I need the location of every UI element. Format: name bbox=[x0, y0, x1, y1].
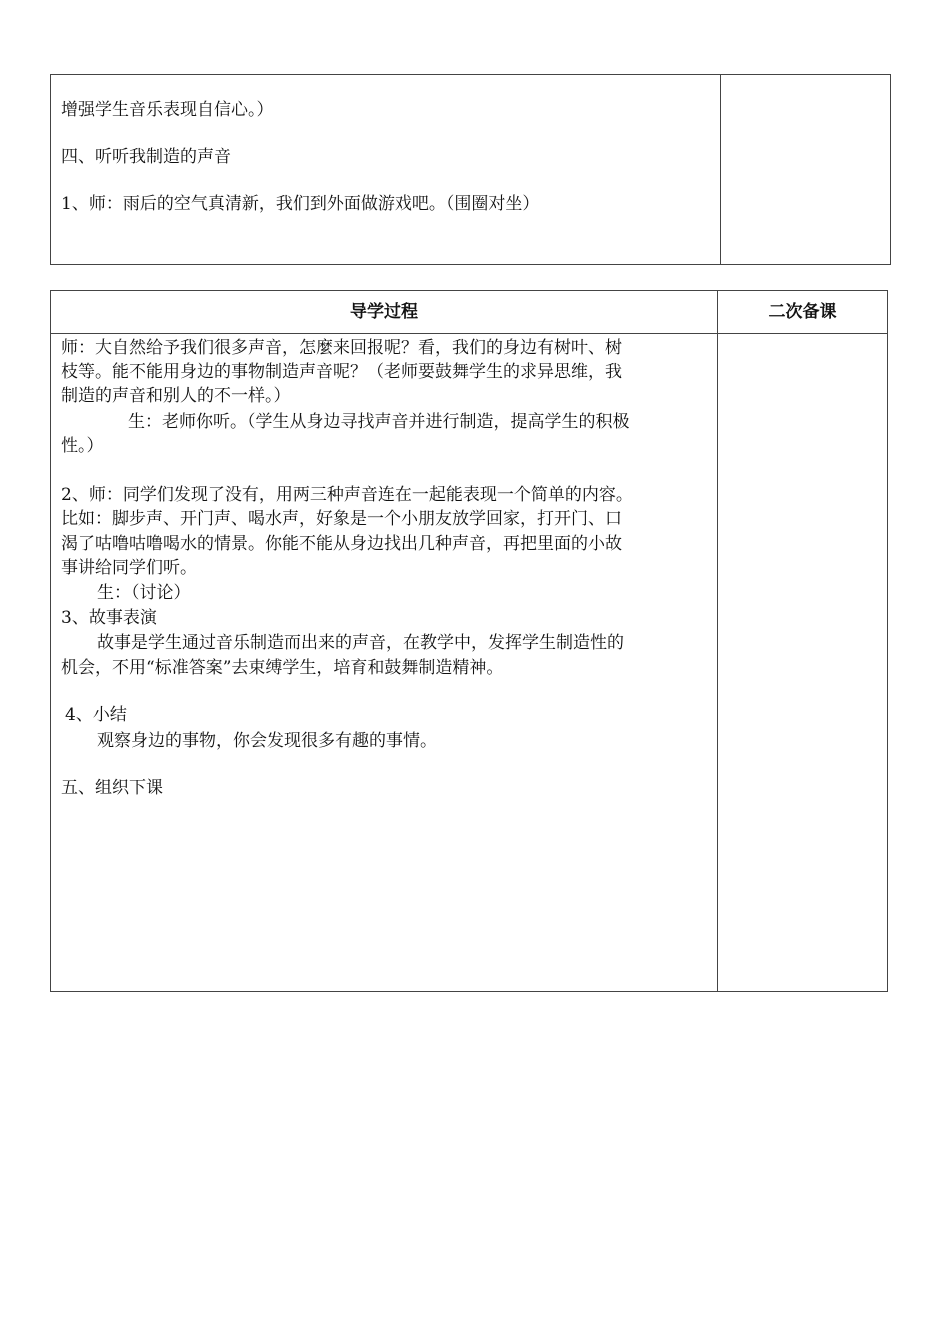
body-line: 4、小结 bbox=[65, 705, 127, 725]
header-second-prep: 二次备课 bbox=[768, 302, 837, 322]
table1-line-3: 1、师：雨后的空气真清新，我们到外面做游戏吧。（围圈对坐） bbox=[61, 194, 540, 214]
body-line: 性。） bbox=[61, 436, 104, 456]
body-line: 3、故事表演 bbox=[61, 608, 157, 628]
body-line: 师：大自然给予我们很多声音，怎麼来回报呢？看，我们的身边有树叶、树 bbox=[61, 338, 622, 358]
table1-line-2: 四、听听我制造的声音 bbox=[61, 147, 231, 167]
body-line: 机会，不用“标准答案”去束缚学生，培育和鼓舞制造精神。 bbox=[61, 658, 504, 678]
body-line: 五、组织下课 bbox=[61, 778, 163, 798]
column-divider bbox=[717, 291, 718, 991]
body-line: 观察身边的事物，你会发现很多有趣的事情。 bbox=[97, 731, 437, 751]
column-divider bbox=[720, 75, 721, 264]
body-line: 故事是学生通过音乐制造而出来的声音，在教学中，发挥学生制造性的 bbox=[97, 633, 624, 653]
body-line: 生：老师你听。（学生从身边寻找声音并进行制造，提高学生的积极 bbox=[128, 412, 630, 432]
header-guided-process: 导学过程 bbox=[350, 302, 418, 322]
body-line: 制造的声音和别人的不一样。） bbox=[61, 386, 291, 406]
body-line: 比如：脚步声、开门声、喝水声，好象是一个小朋友放学回家，打开门、口 bbox=[61, 509, 622, 529]
body-line: 枝等。能不能用身边的事物制造声音呢？（老师要鼓舞学生的求异思维，我 bbox=[61, 362, 622, 382]
table1-line-1: 增强学生音乐表现自信心。） bbox=[61, 100, 274, 120]
body-line: 2、师：同学们发现了没有，用两三种声音连在一起能表现一个简单的内容。 bbox=[61, 485, 633, 505]
header-divider bbox=[51, 333, 887, 334]
body-line: 事讲给同学们听。 bbox=[61, 558, 197, 578]
body-line: 渴了咕噜咕噜喝水的情景。你能不能从身边找出几种声音，再把里面的小故 bbox=[61, 534, 622, 554]
body-line: 生：（讨论） bbox=[97, 583, 191, 603]
